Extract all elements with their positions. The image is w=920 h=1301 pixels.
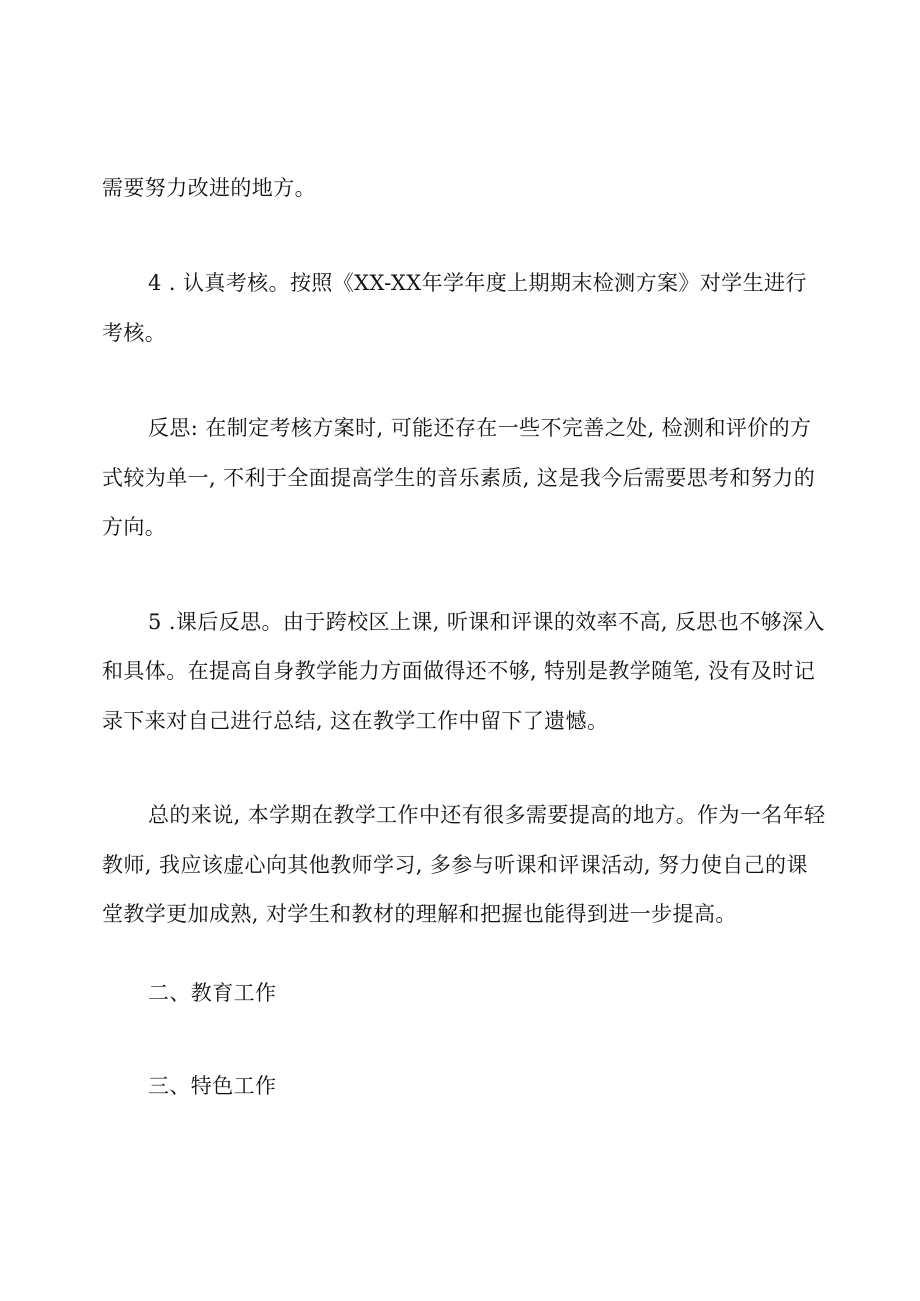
paragraph-tail: 需要努力改进的地方。 [102, 176, 316, 200]
item-5-line-2: 和具体。在提高自身教学能力方面做得还不够, 特别是教学随笔, 没有及时记 [102, 659, 816, 683]
item-4-line-2: 考核。 [102, 321, 167, 345]
item-5-line-3: 录下来对自己进行总结, 这在教学工作中留下了遗憾。 [102, 709, 609, 733]
section-heading-education: 二、教育工作 [148, 981, 277, 1005]
summary-line-1: 总的来说, 本学期在教学工作中还有很多需要提高的地方。作为一名年轻 [148, 803, 826, 827]
item-5-line-1: 5 .课后反思。由于跨校区上课, 听课和评课的效率不高, 反思也不够深入 [148, 610, 825, 634]
item-4-line-1: 4 . 认真考核。按照《XX-XX年学年度上期期末检测方案》对学生进行 [148, 271, 807, 295]
summary-line-3: 堂教学更加成熟, 对学生和教材的理解和把握也能得到进一步提高。 [102, 902, 737, 926]
reflection-line-3: 方向。 [102, 515, 167, 539]
reflection-line-2: 式较为单一, 不利于全面提高学生的音乐素质, 这是我今后需要思考和努力的 [102, 466, 816, 490]
section-heading-feature: 三、特色工作 [148, 1074, 277, 1098]
reflection-line-1: 反思: 在制定考核方案时, 可能还存在一些不完善之处, 检测和评价的方 [148, 416, 812, 440]
summary-line-2: 教师, 我应该虚心向其他教师学习, 多参与听课和评课活动, 努力使自己的课 [102, 853, 808, 877]
